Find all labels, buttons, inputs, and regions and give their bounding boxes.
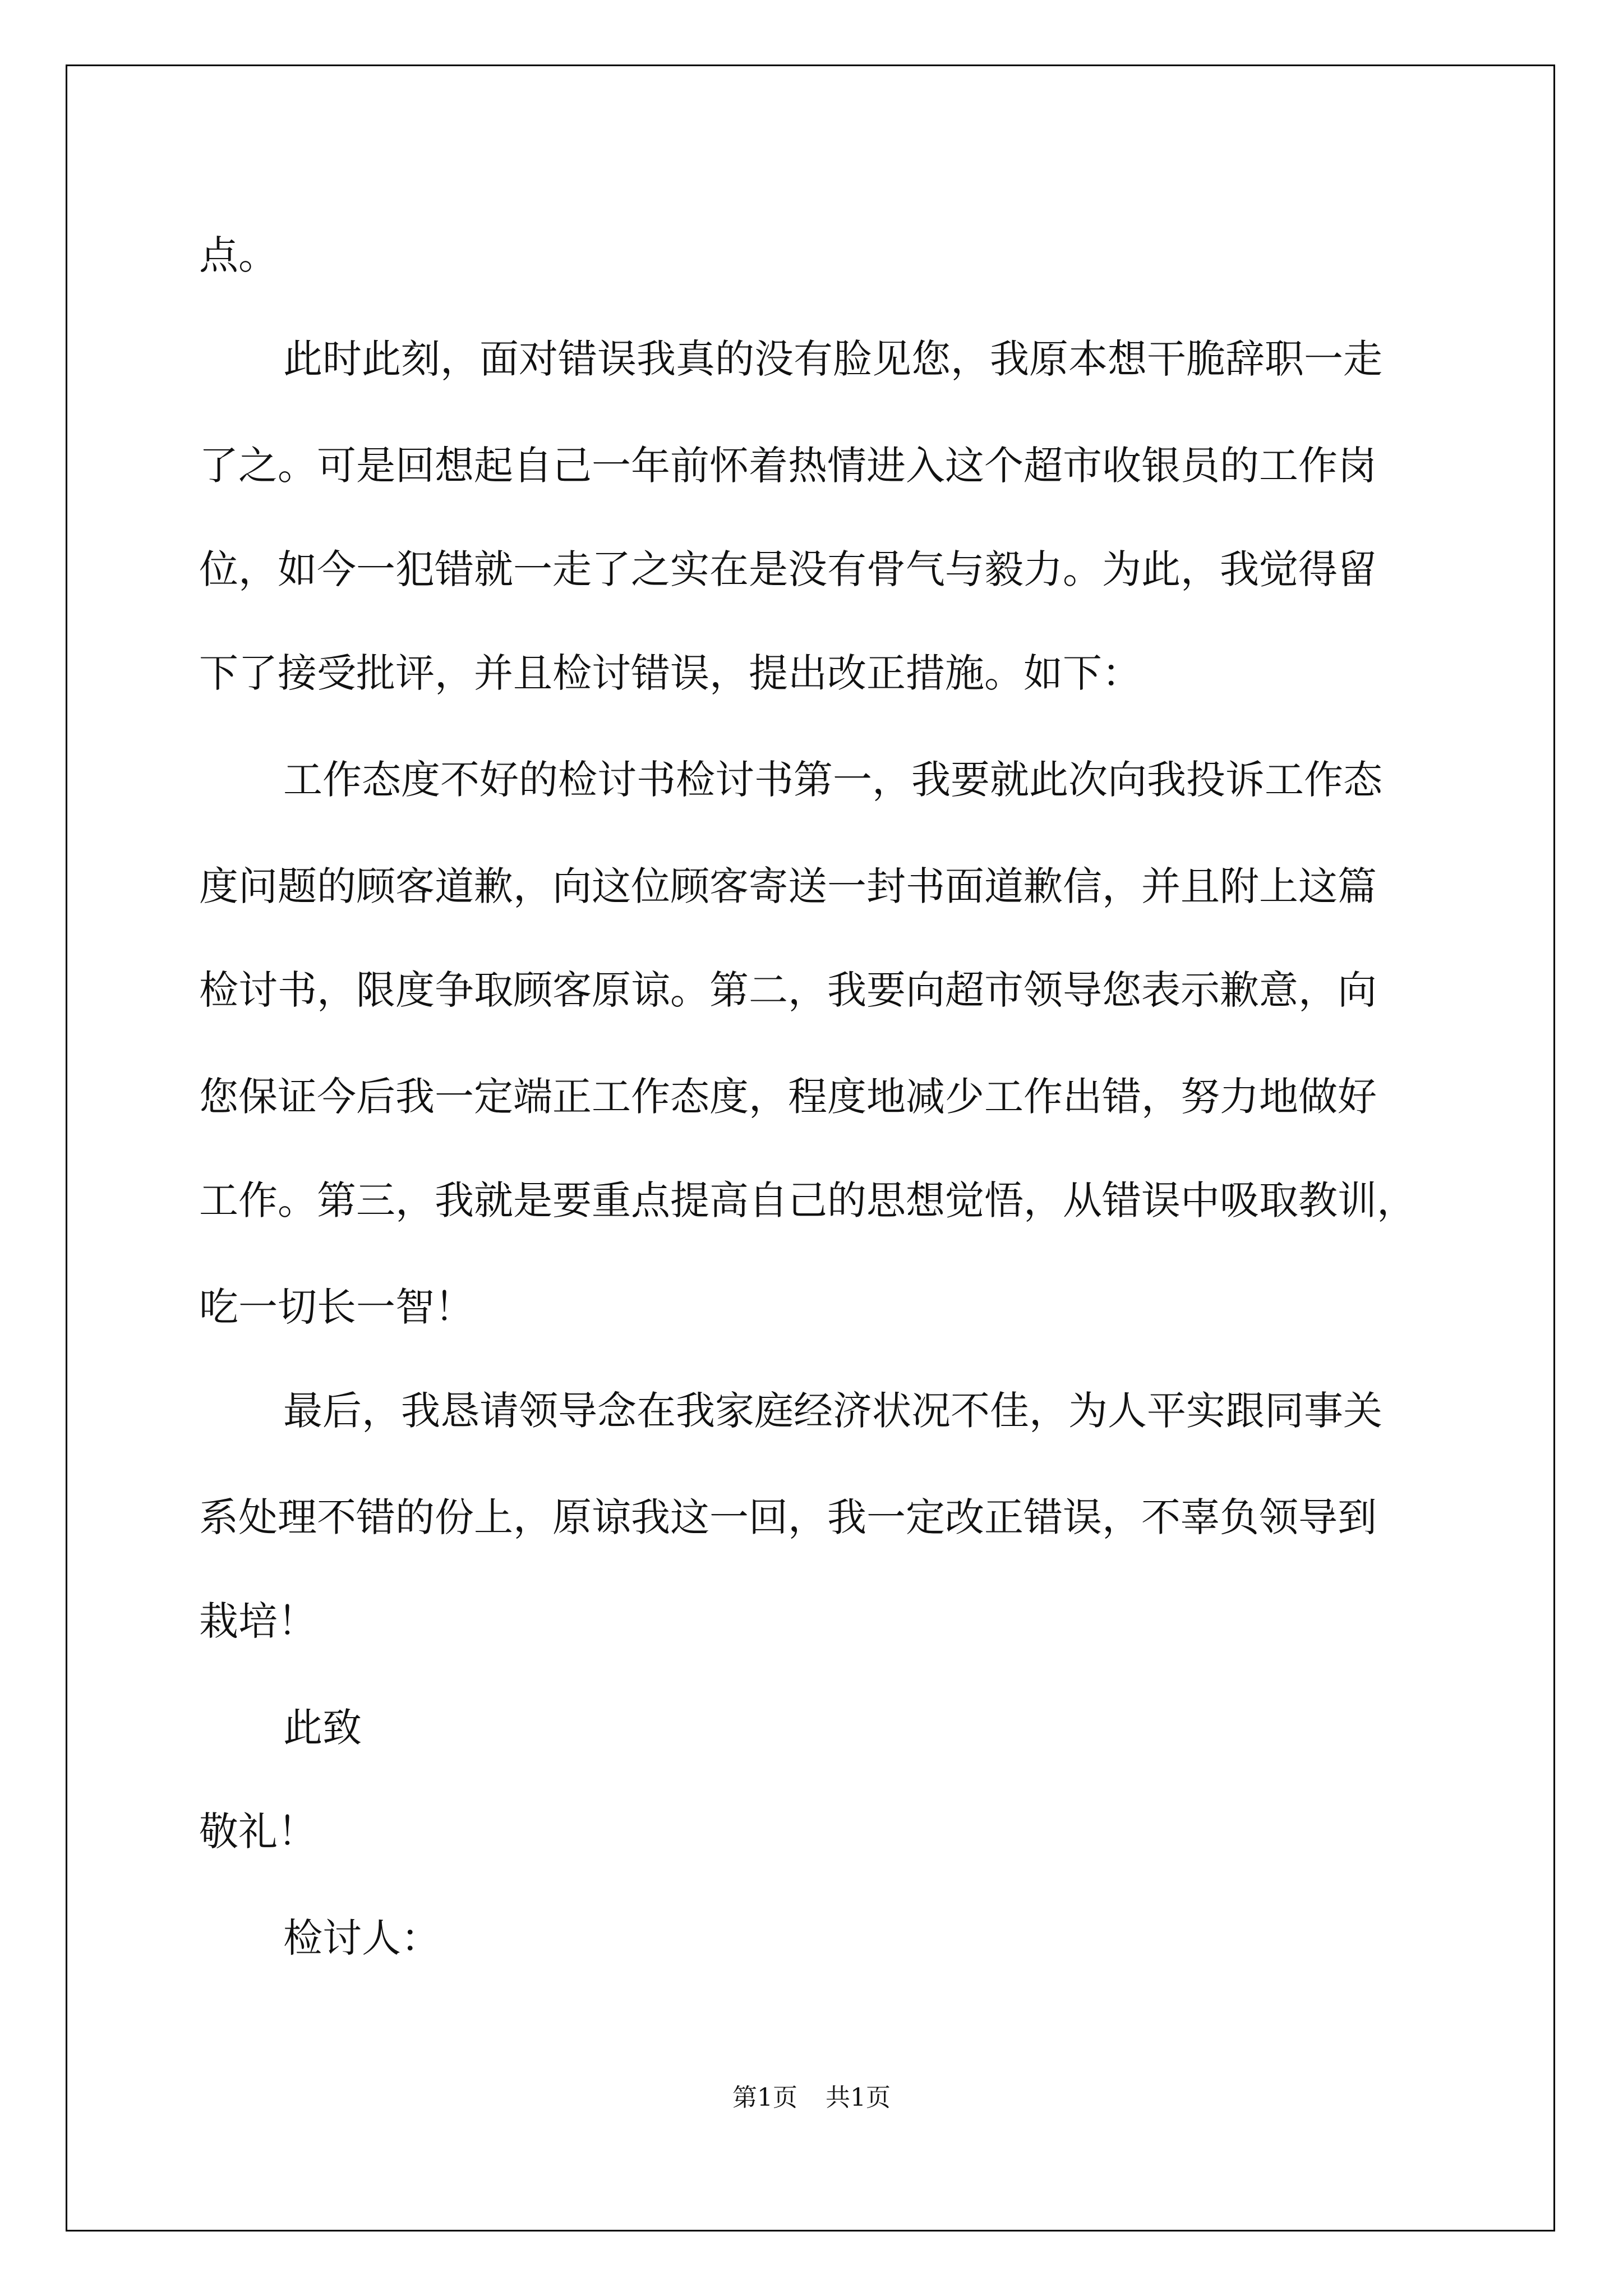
text-line: 检讨书，限度争取顾客原谅。第二，我要向超市领导您表示歉意，向 [199,967,1377,1013]
closing-regards: 敬礼！ [199,1809,317,1855]
text-line: 系处理不错的份上，原谅我这一回，我一定改正错误，不辜负领导到 [199,1494,1377,1540]
page-total: 共1页 [826,2083,891,2112]
signature-label: 检讨人： [283,1915,440,1961]
text-line: 工作。第三，我就是要重点提高自己的思想觉悟，从错误中吸取教训， [199,1177,1416,1223]
page-footer [0,2081,1623,2115]
text-line: 吃一切长一智！ [199,1284,474,1330]
page-border [66,65,1555,2231]
text-line: 您保证今后我一定端正工作态度，程度地减少工作出错，努力地做好 [199,1074,1377,1120]
text-line: 最后，我恳请领导念在我家庭经济状况不佳，为人平实跟同事关 [283,1388,1382,1434]
page-number: 第1页 [732,2083,797,2112]
text-line: 工作态度不好的检讨书检讨书第一，我要就此次向我投诉工作态 [283,757,1382,803]
text-line: 点。 [199,232,278,278]
text-line: 此时此刻，面对错误我真的没有脸见您，我原本想干脆辞职一走 [283,336,1382,382]
text-line: 下了接受批评，并且检讨错误，提出改正措施。如下： [199,650,1141,696]
text-line: 度问题的顾客道歉，向这位顾客寄送一封书面道歉信，并且附上这篇 [199,863,1377,909]
text-line: 栽培！ [199,1598,317,1644]
text-line: 位，如今一犯错就一走了之实在是没有骨气与毅力。为此，我觉得留 [199,546,1377,592]
text-line: 了之。可是回想起自己一年前怀着热情进入这个超市收银员的工作岗 [199,443,1377,489]
closing-salutation: 此致 [283,1705,362,1751]
